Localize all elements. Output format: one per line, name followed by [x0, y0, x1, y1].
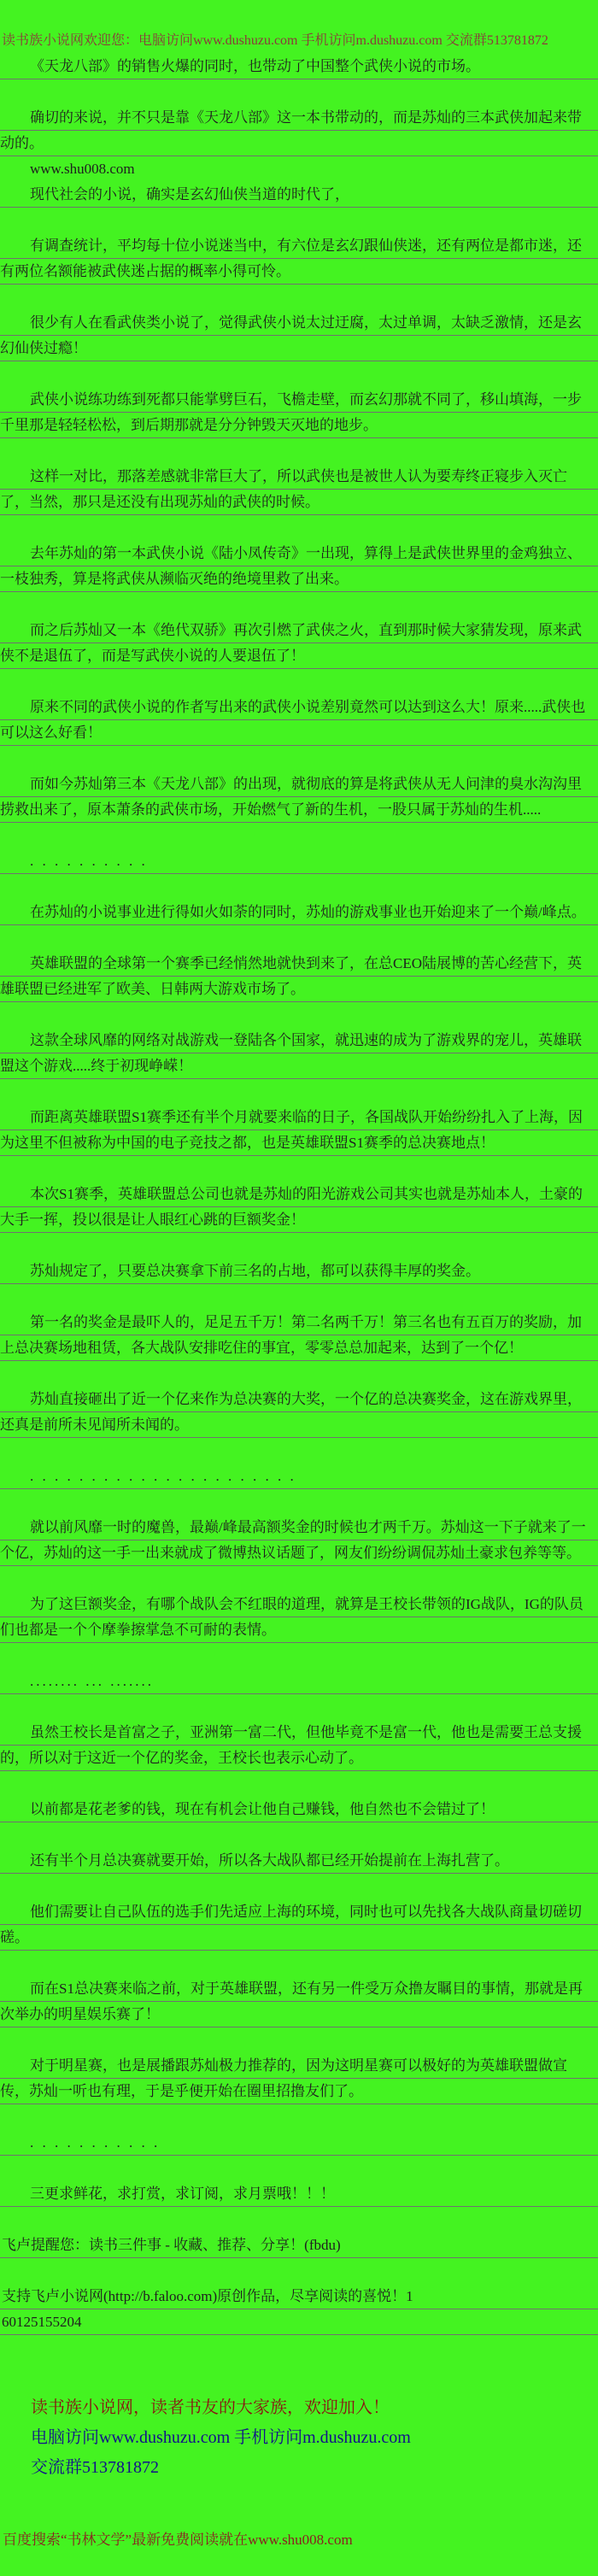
novel-paragraph: 对于明星赛，也是展播跟苏灿极力推荐的，因为这明星赛可以极好的为英雄联盟做宣传，苏灿一听也有理，于是乎便开始在圈里招撸友们了。 [0, 2053, 598, 2104]
novel-paragraph: 而如今苏灿第三本《天龙八部》的出现，就彻底的算是将武侠从无人问津的臭水沟沟里捞救出来了，原本萧条的武侠市场，开始燃气了新的生机，一股只属于苏灿的生机..... [0, 772, 598, 823]
novel-paragraph: 去年苏灿的第一本武侠小说《陆小凤传奇》一出现，算得上是武侠世界里的金鸡独立、一枝独秀，算是将武侠从濒临灭绝的绝境里救了出来。 [0, 541, 598, 592]
novel-paragraph: 第一名的奖金是最吓人的，足足五千万！第二名两千万！第三名也有五百万的奖励，加上总决赛场地租赁，各大战队安排吃住的事宜，零零总总加起来，达到了一个亿！ [0, 1310, 598, 1361]
novel-paragraph: 而距离英雄联盟S1赛季还有半个月就要来临的日子，各国战队开始纷纷扎入了上海，因为这里不但被称为中国的电子竞技之都，也是英雄联盟S1赛季的总决赛地点！ [0, 1105, 598, 1156]
novel-paragraph: 现代社会的小说，确实是玄幻仙侠当道的时代了， [0, 182, 598, 208]
novel-paragraph: 很少有人在看武侠类小说了，觉得武侠小说太过迂腐，太过单调，太缺乏激情，还是玄幻仙侠过瘾！ [0, 310, 598, 361]
novel-paragraph: 英雄联盟的全球第一个赛季已经悄然地就快到来了，在总CEO陆展博的苦心经营下，英雄联盟已经进军了欧美、日韩两大游戏市场了。 [0, 951, 598, 1002]
novel-paragraph: 苏灿直接砸出了近一个亿来作为总决赛的大奖，一个亿的总决赛奖金，这在游戏界里，还真是前所未见闻所未闻的。 [0, 1387, 598, 1438]
footer-line-urls: 电脑访问www.dushuzu.com 手机访问m.dushuzu.com [31, 2428, 411, 2447]
footer-line-group: 交流群513781872 [31, 2458, 159, 2477]
novel-content [0, 54, 598, 2335]
novel-paragraph: 在苏灿的小说事业进行得如火如荼的同时，苏灿的游戏事业也开始迎来了一个巅/峰点。 [0, 900, 598, 925]
novel-paragraph: 而之后苏灿又一本《绝代双骄》再次引燃了武侠之火，直到那时候大家猜发现，原来武侠不是退伍了，而是写武侠小说的人要退伍了！ [0, 618, 598, 669]
novel-paragraph: 有调查统计，平均每十位小说迷当中，有六位是玄幻跟仙侠迷，还有两位是都市迷，还有两位名额能被武侠迷占据的概率小得可怜。 [0, 233, 598, 285]
novel-paragraph: www.shu008.com [30, 161, 135, 177]
novel-paragraph: 原来不同的武侠小说的作者写出来的武侠小说差别竟然可以达到这么大！原来.....武侠也可以这么好看！ [0, 695, 598, 746]
dots-separator: . . . . . . . . . . . . . . . . . . . . . . [0, 1464, 598, 1489]
novel-paragraph: 他们需要让自己队伍的选手们先适应上海的环境，同时也可以先找各大战队商量切磋切磋。 [0, 1899, 598, 1951]
novel-paragraph: 支持飞卢小说网(http://b.faloo.com)原创作品，尽享阅读的喜悦！1 60125155204 [0, 2284, 598, 2335]
novel-paragraph: 就以前风靡一时的魔兽，最巅/峰最高额奖金的时候也才两千万。苏灿这一下子就来了一个亿，苏灿的这一手一出来就成了微博热议话题了，网友们纷纷调侃苏灿土豪求包养等等。 [0, 1515, 598, 1566]
novel-paragraph: 飞卢提醒您：读书三件事 - 收藏、推荐、分享！(fbdu) [0, 2233, 598, 2258]
site-header-notice: 读书族小说网欢迎您：电脑访问www.dushuzu.com 手机访问m.dushuzu.com 交流群513781872 [2, 33, 548, 48]
novel-paragraph: 虽然王校长是首富之子，亚洲第一富二代，但他毕竟不是富一代，他也是需要王总支援的，所以对于这近一个亿的奖金，王校长也表示心动了。 [0, 1720, 598, 1771]
novel-paragraph: 还有半个月总决赛就要开始，所以各大战队都已经开始提前在上海扎营了。 [0, 1848, 598, 1874]
novel-paragraph: 为了这巨额奖金，有哪个战队会不红眼的道理，就算是王校长带领的IG战队，IG的队员们也都是一个个摩拳擦掌急不可耐的表情。 [0, 1592, 598, 1643]
footer-line-welcome: 读书族小说网，读者书友的大家族，欢迎加入！ [31, 2398, 390, 2417]
novel-paragraph: 《天龙八部》的销售火爆的同时，也带动了中国整个武侠小说的市场。 [0, 54, 598, 79]
novel-paragraph: 武侠小说练功练到死都只能掌劈巨石，飞檐走壁，而玄幻那就不同了，移山填海，一步千里那是轻轻松松，到后期那就是分分钟毁天灭地的地步。 [0, 387, 598, 438]
dots-separator: . . . . . . . . . . [0, 848, 598, 874]
dots-separator: ........ ... ....... [0, 1669, 598, 1694]
baidu-search-notice: 百度搜索“书林文学”最新免费阅读就在www.shu008.com [3, 2532, 353, 2548]
novel-paragraph: 确切的来说，并不只是靠《天龙八部》这一本书带动的，而是苏灿的三本武侠加起来带动的。 [0, 105, 598, 156]
novel-paragraph: 这样一对比，那落差感就非常巨大了，所以武侠也是被世人认为要寿终正寝步入灭亡了，当然，那只是还没有出现苏灿的武侠的时候。 [0, 464, 598, 515]
site-footer-notice [0, 2393, 598, 2483]
novel-paragraph: 三更求鲜花，求打赏，求订阅，求月票哦！！！ [0, 2181, 598, 2207]
novel-paragraph: 本次S1赛季，英雄联盟总公司也就是苏灿的阳光游戏公司其实也就是苏灿本人，土豪的大手一挥，投以很是让人眼红心跳的巨额奖金！ [0, 1182, 598, 1233]
dots-separator: . . . . . . . . . . . [0, 2130, 598, 2156]
novel-paragraph: 而在S1总决赛来临之前，对于英雄联盟，还有另一件受万众撸友瞩目的事情，那就是再次举办的明星娱乐赛了！ [0, 1976, 598, 2027]
novel-paragraph: 苏灿规定了，只要总决赛拿下前三名的占地，都可以获得丰厚的奖金。 [0, 1259, 598, 1284]
novel-paragraph: 这款全球风靡的网络对战游戏一登陆各个国家，就迅速的成为了游戏界的宠儿，英雄联盟这个游戏.....终于初现峥嵘！ [0, 1028, 598, 1079]
novel-paragraph: 以前都是花老爹的钱，现在有机会让他自己赚钱，他自然也不会错过了！ [0, 1797, 598, 1822]
